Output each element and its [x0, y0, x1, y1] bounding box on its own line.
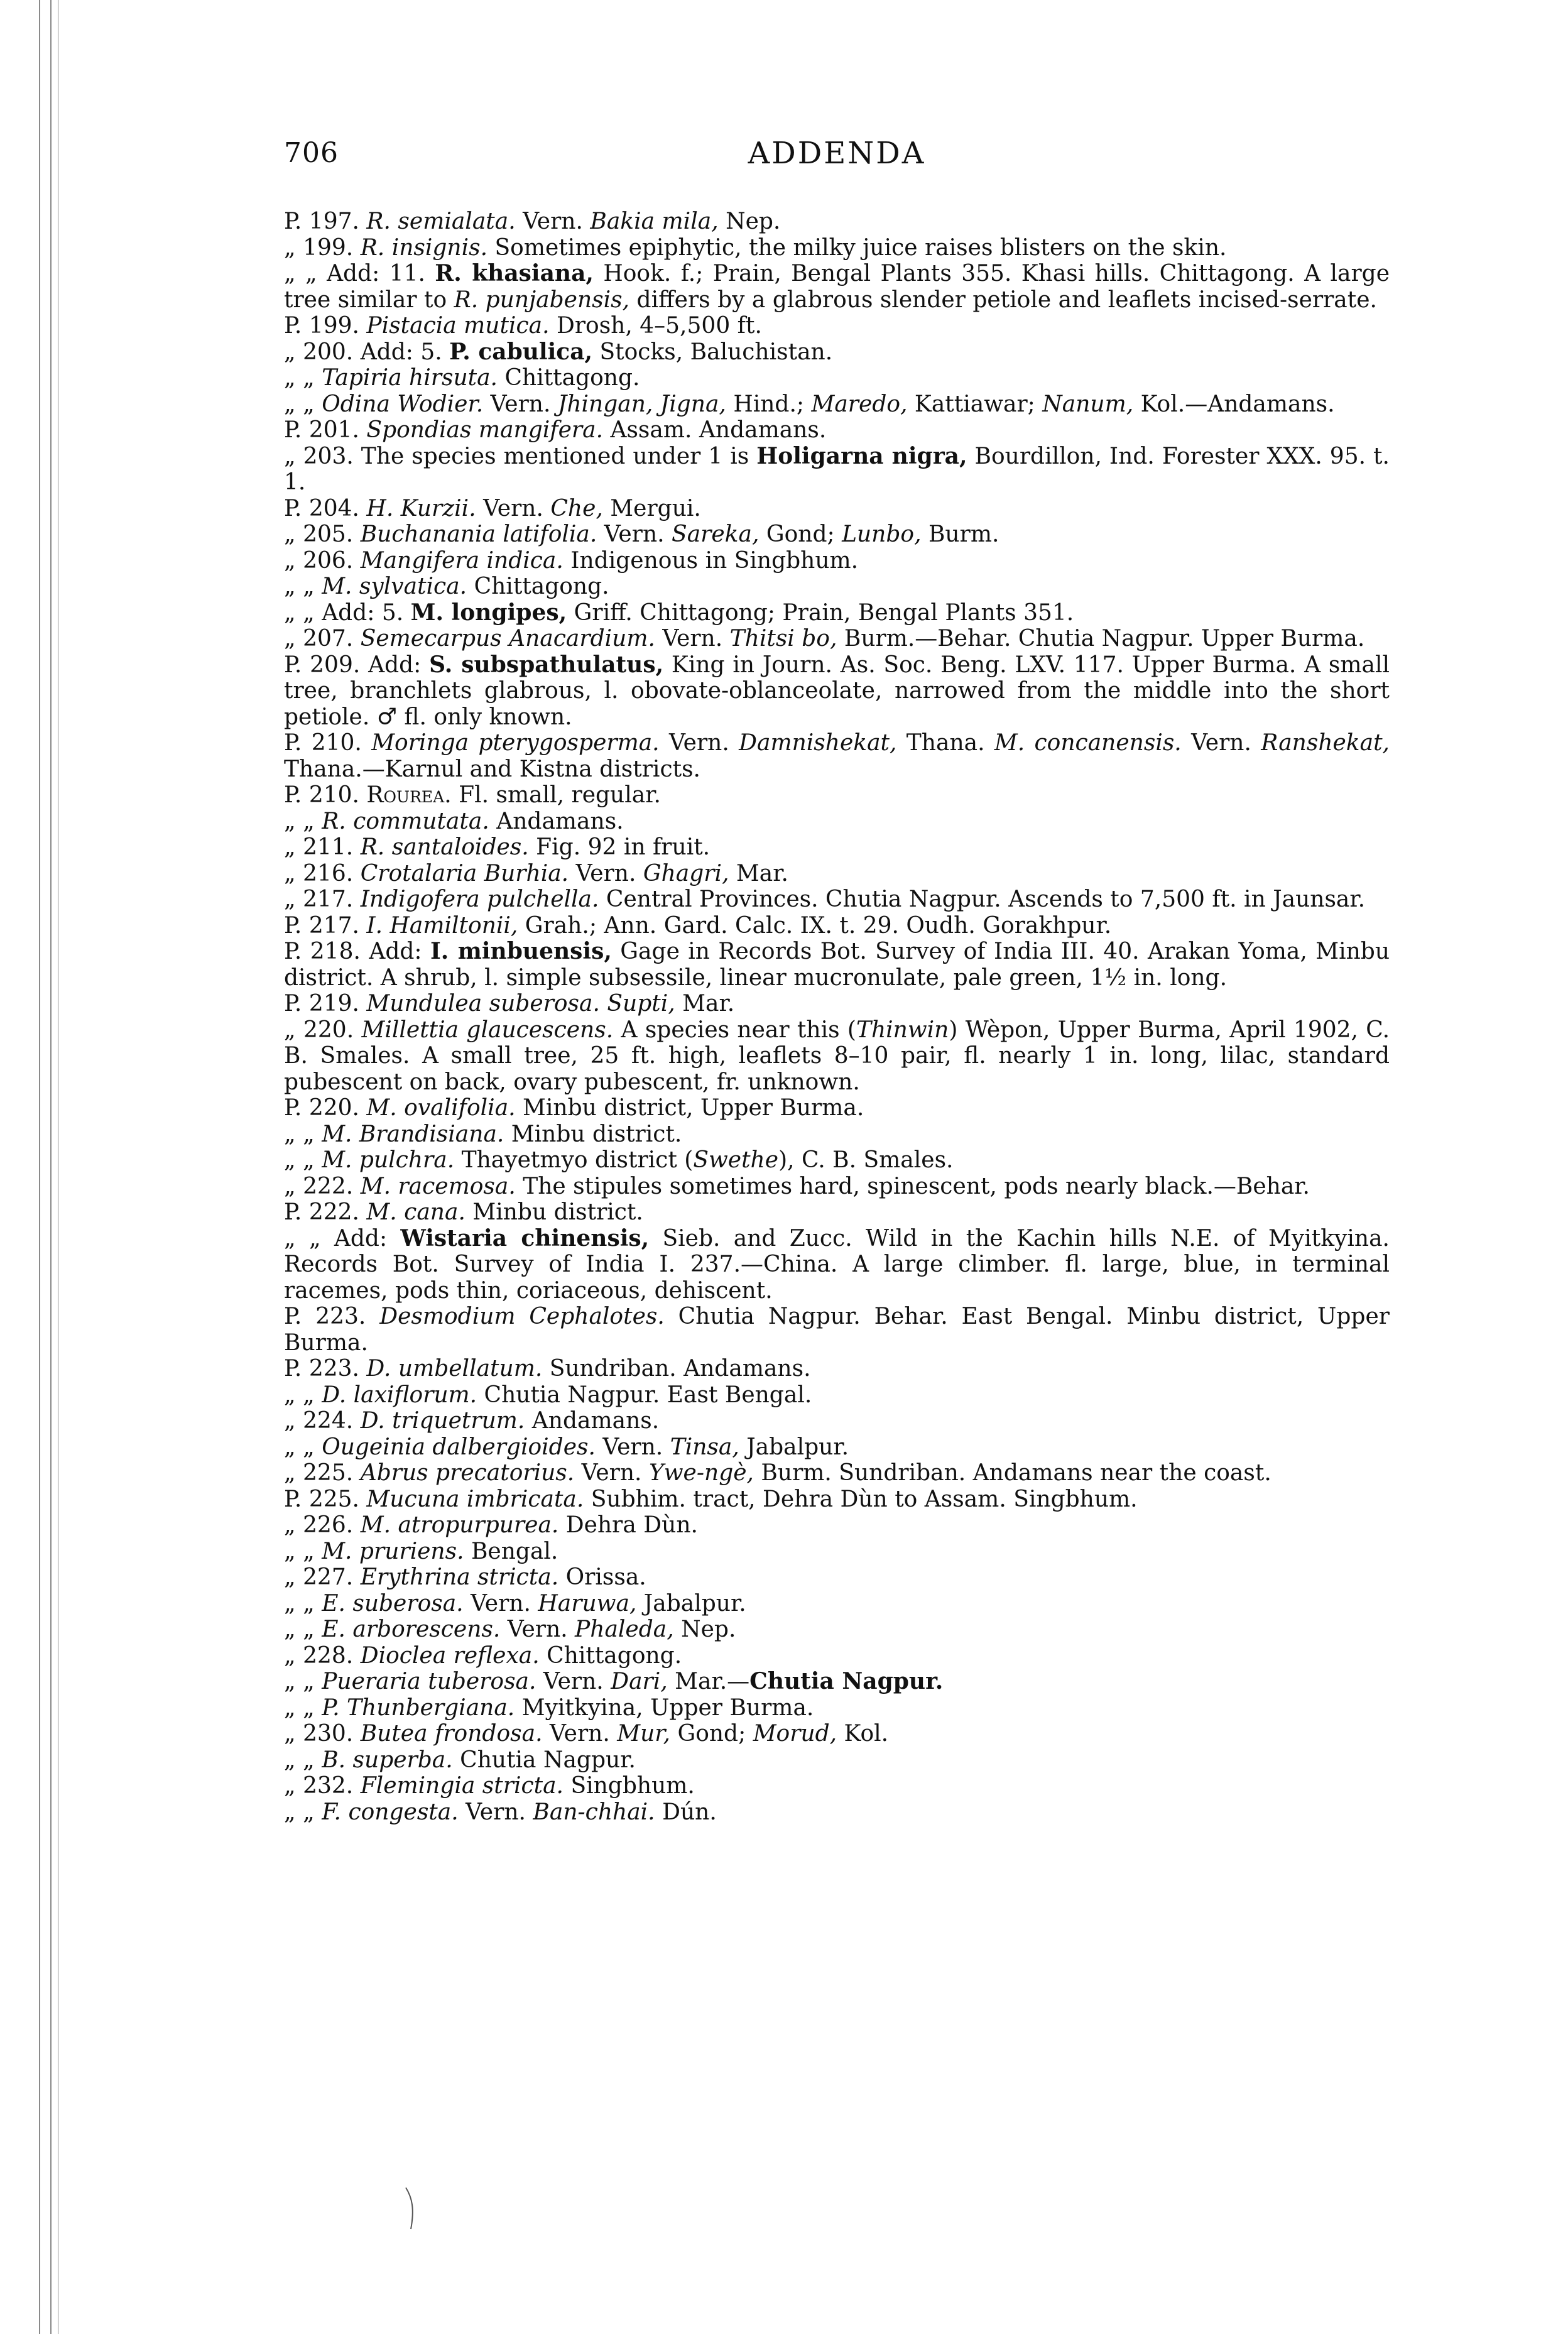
added-species-name: Holigarna nigra, — [756, 442, 967, 469]
species-name: E. suberosa. — [322, 1590, 464, 1617]
species-name: Thinwin — [856, 1017, 949, 1043]
species-name: Erythrina stricta. — [360, 1564, 559, 1590]
entry-text: ) Wèpon, Upper Burma, April 1902, C. B. Smales. A small tree, 25 ft. high, leaflets 8–10 pair, fl. nearly 1 in. long, lilac, standard pubescent on back, ovary pubescent, fr. unknown. — [284, 1017, 1390, 1095]
entry-text: King in Journ. As. Soc. Beng. LXV. 117. Upper Burma. A small tree, branchlets glabrous, l. obovate-oblanceolate, narrowed from the middle into the short petiole. ♂ fl. only known. — [284, 652, 1390, 730]
entry-text: Thayetmyo district ( — [454, 1147, 694, 1173]
species-name: Mur, — [617, 1721, 670, 1747]
species-name: Buchanania latifolia. — [360, 521, 597, 547]
entry-text: Kattiawar; — [907, 391, 1043, 417]
addenda-entry — [284, 1539, 1390, 1565]
entry-text: Mergui. — [602, 495, 701, 521]
species-name: Desmodium Cephalotes. — [379, 1304, 665, 1329]
entry-text: „ 226. — [284, 1512, 361, 1538]
species-name: Flemingia stricta. — [360, 1773, 564, 1799]
species-name: Tapiria hirsuta. — [322, 365, 498, 391]
addenda-entry — [284, 1017, 1390, 1096]
species-name: F. congesta. — [322, 1799, 459, 1825]
species-name: Spondias mangifera. — [366, 417, 604, 443]
entry-text: P. 223. — [284, 1356, 367, 1382]
species-name: M. pulchra. — [322, 1147, 455, 1173]
entry-text: Assam. Andamans. — [603, 417, 827, 443]
species-name: M. atropurpurea. — [360, 1512, 559, 1538]
species-name: Ywe-ngè, — [648, 1460, 754, 1486]
species-name: R. semialata. — [366, 209, 516, 234]
species-name: Thitsi bo, — [729, 626, 837, 652]
entry-text: „ „ — [284, 1694, 322, 1721]
species-name: M. concanensis. — [994, 730, 1182, 756]
addenda-entry — [284, 1199, 1390, 1226]
entry-text: Chutia Nagpur. Behar. East Bengal. Minbu district, Upper Burma. — [284, 1304, 1390, 1356]
entry-text: „ „ — [284, 1747, 322, 1773]
entry-text: Chittagong. — [467, 574, 609, 599]
species-name: E. arborescens. — [322, 1617, 501, 1642]
addenda-entry — [284, 1773, 1390, 1799]
addenda-entry — [284, 1174, 1390, 1200]
entry-text: „ „ Add: 5. — [284, 599, 411, 626]
entry-text: Jabalpur. — [739, 1434, 849, 1460]
entry-text: Vern. — [597, 521, 672, 547]
addenda-entry — [284, 991, 1390, 1017]
addenda-entry — [284, 339, 1390, 366]
entry-text: The stipules sometimes hard, spinescent, pods nearly black.—Behar. — [515, 1173, 1310, 1199]
addenda-entry — [284, 1643, 1390, 1669]
entry-text: Vern. — [655, 626, 730, 652]
entry-text: Dehra Dùn. — [558, 1512, 698, 1538]
entry-text: Sometimes epiphytic, the milky juice raises blisters on the skin. — [487, 234, 1227, 261]
entry-text: A species near this ( — [613, 1017, 856, 1043]
entry-text: Vern. — [659, 730, 739, 756]
entry-text: „ „ — [284, 574, 322, 599]
entry-text: „ 228. — [284, 1642, 361, 1669]
entry-text: „ „ — [284, 1434, 322, 1460]
entry-text: Vern. — [515, 209, 591, 234]
addenda-entry — [284, 391, 1390, 418]
entry-text: Vern. — [483, 391, 558, 417]
binding-rule — [39, 0, 40, 2334]
addenda-entry — [284, 1591, 1390, 1617]
entry-text: „ „ — [284, 1617, 322, 1642]
addenda-entries — [284, 209, 1390, 1825]
entry-text: Vern. — [536, 1669, 611, 1694]
entry-text: Vern. — [458, 1799, 533, 1825]
entry-text: Griff. Chittagong; Prain, Bengal Plants 351. — [567, 599, 1074, 626]
entry-text: P. 204. — [284, 495, 367, 521]
entry-text: Mar. — [729, 860, 788, 886]
entry-text: „ „ — [284, 1538, 322, 1564]
entry-text: Chittagong. — [498, 365, 640, 391]
entry-text: Orissa. — [558, 1564, 646, 1590]
species-name: Haruwa, — [538, 1590, 637, 1617]
added-species-name: M. longipes, — [410, 599, 567, 626]
entry-text: Bengal. — [464, 1538, 558, 1564]
addenda-entry — [284, 1486, 1390, 1513]
entry-text: „ 232. — [284, 1773, 361, 1799]
species-name: Moringa pterygosperma. — [371, 730, 660, 756]
species-name: M. sylvatica. — [322, 574, 467, 599]
addenda-entry — [284, 1799, 1390, 1826]
entry-text: Fig. 92 in fruit. — [528, 834, 710, 860]
entry-text: Gage in Records Bot. Survey of India III. 40. Arakan Yoma, Minbu district. A shrub, l. simple subsessile, linear mucronulate, pale green, 1½ in. long. — [284, 939, 1390, 991]
entry-text: Sieb. and Zucc. Wild in the Kachin hills N.E. of Myitkyina. Records Bot. Survey of India I. 237.—China. A large climber. fl. large, blue, in terminal racemes, pods thin, coriaceous, dehiscent. — [284, 1225, 1390, 1304]
addenda-entry — [284, 782, 1390, 809]
species-name: Butea frondosa. — [360, 1721, 543, 1747]
species-name: Ban-chhai. — [533, 1799, 655, 1825]
addenda-entry — [284, 235, 1390, 261]
entry-text: P. 197. — [284, 209, 367, 234]
added-species-name: I. minbuensis, — [430, 938, 612, 964]
entry-text: P. 220. — [284, 1095, 367, 1121]
entry-text: „ 224. — [284, 1408, 361, 1434]
addenda-entry — [284, 1226, 1390, 1304]
species-name: H. Kurzii. — [366, 495, 476, 521]
entry-text: Indigenous in Singbhum. — [563, 547, 859, 574]
species-name: Bakia mila, — [590, 209, 719, 234]
addenda-entry — [284, 209, 1390, 235]
addenda-entry — [284, 600, 1390, 626]
entry-text: Vern. — [542, 1721, 618, 1747]
page — [284, 132, 1390, 1825]
addenda-entry — [284, 939, 1390, 991]
entry-text: Burm. — [921, 521, 999, 547]
species-name: Pueraria tuberosa. — [322, 1669, 536, 1694]
entry-text: „ 227. — [284, 1564, 361, 1590]
entry-text: Vern. — [500, 1617, 575, 1642]
species-name: M. pruriens. — [322, 1538, 464, 1564]
entry-text: P. 225. — [284, 1486, 367, 1512]
addenda-entry — [284, 1408, 1390, 1434]
species-name: Indigofera pulchella. — [360, 886, 599, 912]
species-name: R. insignis. — [360, 234, 488, 261]
species-name: M. cana. — [366, 1199, 466, 1225]
entry-text: Minbu district. — [465, 1199, 643, 1225]
species-name: Semecarpus Anacardium. — [360, 626, 655, 652]
addenda-entry — [284, 1460, 1390, 1486]
addenda-entry — [284, 548, 1390, 574]
entry-text: „ „ — [284, 1382, 322, 1408]
entry-text: P. 199. — [284, 313, 367, 339]
species-name: Che, — [550, 495, 603, 521]
addenda-entry — [284, 1669, 1390, 1695]
entry-text: Thana. — [896, 730, 994, 756]
entry-text: Thana.—Karnul and Kistna districts. — [284, 756, 700, 782]
species-name: Ghagri, — [643, 860, 729, 886]
entry-text: „ 206. — [284, 547, 361, 574]
entry-text: P. 210. — [284, 782, 367, 808]
addenda-entry — [284, 417, 1390, 444]
added-species-name: P. cabulica, — [449, 338, 593, 365]
entry-text: Vern. — [463, 1590, 538, 1617]
species-name: Damnishekat, — [739, 730, 897, 756]
species-name: R. commutata. — [322, 808, 489, 834]
entry-text: Gond; — [670, 1721, 753, 1747]
entry-text: Singbhum. — [564, 1773, 695, 1799]
addenda-entry — [284, 886, 1390, 913]
entry-text: P. 209. Add: — [284, 652, 430, 678]
added-species-name: S. subspathulatus, — [429, 651, 664, 678]
entry-text: „ 203. The species mentioned under 1 is — [284, 443, 757, 469]
page-header — [284, 132, 1390, 176]
addenda-entry — [284, 1356, 1390, 1382]
entry-text: P. 201. — [284, 417, 367, 443]
entry-text: „ „ — [284, 1590, 322, 1617]
addenda-entry — [284, 313, 1390, 339]
entry-text: „ 222. — [284, 1173, 361, 1199]
species-name: M. ovalifolia. — [366, 1095, 516, 1121]
entry-text: Vern. — [595, 1434, 670, 1460]
species-name: M. Brandisiana. — [322, 1121, 504, 1147]
species-name: Crotalaria Burhia. — [360, 860, 569, 886]
species-name: D. triquetrum. — [360, 1408, 525, 1434]
entry-text: Minbu district. — [504, 1121, 682, 1147]
page-title: ADDENDA — [748, 136, 926, 171]
entry-text: P. 222. — [284, 1199, 367, 1225]
entry-text: Nep. — [718, 209, 781, 234]
addenda-entry — [284, 1121, 1390, 1148]
addenda-entry — [284, 809, 1390, 835]
entry-text: „ 199. — [284, 234, 361, 261]
species-name: Mucuna imbricata. — [366, 1486, 584, 1512]
entry-text: Rourea. — [366, 782, 452, 808]
species-name: Swethe — [693, 1147, 779, 1173]
entry-text: Chutia Nagpur. East Bengal. — [477, 1382, 812, 1408]
entry-text: „ 205. — [284, 521, 361, 547]
addenda-entry — [284, 1512, 1390, 1539]
entry-text: Andamans. — [489, 808, 624, 834]
entry-text: Fl. small, regular. — [451, 782, 661, 808]
species-name: Jhingan, Jigna, — [557, 391, 726, 417]
pencil-mark-icon — [402, 2186, 421, 2230]
entry-text: Vern. — [476, 495, 551, 521]
species-name: Odina Wodier. — [322, 391, 484, 417]
addenda-entry — [284, 626, 1390, 652]
entry-text: „ „ — [284, 1121, 322, 1147]
species-name: Lunbo, — [842, 521, 922, 547]
addenda-entry — [284, 521, 1390, 548]
entry-text: „ 217. — [284, 886, 361, 912]
entry-text: „ „ — [284, 1799, 322, 1825]
binding-rule — [50, 0, 52, 2334]
addenda-entry — [284, 730, 1390, 782]
species-name: Ougeinia dalbergioides. — [322, 1434, 596, 1460]
species-name: Dioclea reflexa. — [360, 1642, 540, 1669]
addenda-entry — [284, 1695, 1390, 1721]
species-name: Millettia glaucescens. — [361, 1017, 614, 1043]
entry-text: P. 219. — [284, 991, 367, 1017]
entry-text: Mar.— — [667, 1669, 750, 1694]
species-name: Supti, — [607, 991, 675, 1017]
added-species-name: Wistaria chinensis, — [400, 1224, 650, 1252]
entry-text: P. 210. — [284, 730, 372, 756]
species-name: Mundulea suberosa. — [366, 991, 600, 1017]
entry-text: Mar. — [675, 991, 735, 1017]
species-name: Nanum, — [1042, 391, 1134, 417]
species-name: Dari, — [611, 1669, 668, 1694]
addenda-entry — [284, 1564, 1390, 1591]
entry-text: „ 200. Add: 5. — [284, 339, 450, 365]
addenda-entry — [284, 861, 1390, 887]
addenda-entry — [284, 574, 1390, 600]
entry-text: Chittagong. — [539, 1642, 682, 1669]
species-name: R. punjabensis, — [454, 286, 630, 313]
entry-text — [600, 991, 607, 1017]
entry-text: Kol.—Andamans. — [1133, 391, 1335, 417]
entry-text: Vern. — [1181, 730, 1261, 756]
entry-text: Burm. Sundriban. Andamans near the coast. — [753, 1460, 1271, 1486]
entry-text: Drosh, 4–5,500 ft. — [549, 313, 762, 339]
species-name: Morud, — [753, 1721, 837, 1747]
entry-text: Chutia Nagpur. — [452, 1747, 636, 1773]
species-name: Abrus precatorius. — [360, 1460, 575, 1486]
species-name: D. umbellatum. — [366, 1356, 543, 1382]
addenda-entry — [284, 1747, 1390, 1774]
page-number: 706 — [284, 137, 339, 169]
entry-text: Dún. — [655, 1799, 717, 1825]
entry-text: P. 217. — [284, 912, 367, 939]
addenda-entry — [284, 1721, 1390, 1747]
entry-text: Bourdillon, Ind. Forester XXX. 95. t. 1. — [284, 443, 1390, 495]
entry-text: Kol. — [837, 1721, 889, 1747]
entry-text: „ 220. — [284, 1017, 362, 1043]
entry-text: Subhim. tract, Dehra Dùn to Assam. Singbhum. — [584, 1486, 1138, 1512]
entry-text: Vern. — [569, 860, 643, 886]
species-name: Ranshekat, — [1261, 730, 1390, 756]
entry-text: Burm.—Behar. Chutia Nagpur. Upper Burma. — [837, 626, 1365, 652]
entry-text: Andamans. — [525, 1408, 660, 1434]
entry-text: „ „ — [284, 365, 322, 391]
addenda-entry — [284, 652, 1390, 731]
entry-text: Vern. — [574, 1460, 649, 1486]
species-name: M. racemosa. — [360, 1173, 516, 1199]
entry-text: Hook. f.; Prain, Bengal Plants 355. Khasi hills. Chittagong. A large tree similar to — [284, 261, 1390, 313]
entry-text: „ „ — [284, 1147, 322, 1173]
entry-text: Jabalpur. — [636, 1590, 746, 1617]
species-name: Sareka, — [672, 521, 760, 547]
addenda-entry — [284, 444, 1390, 496]
added-species-name: R. khasiana, — [435, 260, 594, 286]
entry-text: Myitkyina, Upper Burma. — [514, 1694, 814, 1721]
entry-text: „ „ — [284, 391, 322, 417]
addenda-entry — [284, 1617, 1390, 1643]
entry-text: „ 225. — [284, 1460, 361, 1486]
addenda-entry — [284, 1434, 1390, 1461]
entry-text: „ 207. — [284, 626, 361, 652]
entry-text: „ „ — [284, 1669, 322, 1694]
species-name: Phaleda, — [575, 1617, 674, 1642]
entry-text: „ „ — [284, 808, 322, 834]
species-name: P. Thunbergiana. — [322, 1694, 515, 1721]
species-name: I. Hamiltonii, — [366, 912, 518, 939]
entry-text: „ 211. — [284, 834, 361, 860]
entry-text: P. 223. — [284, 1304, 380, 1329]
entry-text: Sundriban. Andamans. — [542, 1356, 811, 1382]
entry-text: ), C. B. Smales. — [778, 1147, 954, 1173]
addenda-entry — [284, 365, 1390, 391]
entry-text: differs by a glabrous slender petiole and leaflets incised-serrate. — [629, 286, 1377, 313]
species-name: Pistacia mutica. — [366, 313, 550, 339]
species-name: R. santaloides. — [360, 834, 529, 860]
addenda-entry — [284, 1095, 1390, 1121]
entry-text: Grah.; Ann. Gard. Calc. IX. t. 29. Oudh. Gorakhpur. — [518, 912, 1112, 939]
entry-text: Hind.; — [726, 391, 812, 417]
entry-text: Gond; — [759, 521, 842, 547]
addenda-entry — [284, 913, 1390, 939]
entry-text: „ 230. — [284, 1721, 361, 1747]
addenda-entry — [284, 834, 1390, 861]
addenda-entry — [284, 1382, 1390, 1409]
species-name: Mangifera indica. — [360, 547, 564, 574]
entry-text: „ „ Add: 11. — [284, 261, 435, 286]
species-name: B. superba. — [322, 1747, 453, 1773]
entry-text: Nep. — [673, 1617, 736, 1642]
added-species-name: Chutia Nagpur. — [749, 1668, 944, 1694]
addenda-entry — [284, 1147, 1390, 1174]
addenda-entry — [284, 496, 1390, 522]
entry-text: P. 218. Add: — [284, 939, 430, 964]
species-name: Maredo, — [811, 391, 908, 417]
addenda-entry — [284, 261, 1390, 313]
entry-text: „ 216. — [284, 860, 361, 886]
entry-text: Minbu district, Upper Burma. — [515, 1095, 864, 1121]
species-name: D. laxiflorum. — [322, 1382, 477, 1408]
entry-text: Central Provinces. Chutia Nagpur. Ascends to 7,500 ft. in Jaunsar. — [599, 886, 1366, 912]
entry-text: Stocks, Baluchistan. — [592, 339, 833, 365]
addenda-entry — [284, 1304, 1390, 1356]
species-name: Tinsa, — [670, 1434, 739, 1460]
entry-text: „ „ Add: — [284, 1225, 401, 1252]
